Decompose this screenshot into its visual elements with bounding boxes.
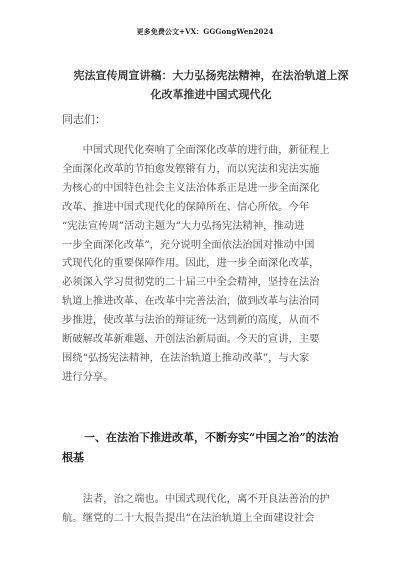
section-heading (62, 428, 352, 468)
paragraph-line: 进行分享。 (62, 370, 114, 383)
paragraph-line: 为核心的中国特色社会主义法治体系正是进一步全面深化 (62, 181, 320, 194)
paragraph-line: 步推进，使改革与法治的辩证统一达到新的高度，从而不 (62, 314, 320, 327)
paragraph-line: 中国式现代化奏响了全面深化改革的进行曲，新征程上 (62, 144, 330, 156)
title-line: 化改革推进中国式现代化 (150, 88, 272, 101)
heading-line: 一、在法治下推进改革，不断夯实“中国之治”的法治 (62, 431, 339, 444)
paragraph-section-one (62, 490, 346, 528)
paragraph-line: 必须深入学习贯彻党的二十届三中全会精神，坚持在法治 (62, 276, 320, 289)
document-title (68, 66, 354, 104)
paragraph-line: 围绕“弘扬宪法精神，在法治轨道上推动改革”，与大家 (62, 351, 310, 364)
paragraph-line: 轨道上推进改革、在改革中完善法治，做到改革与法治同 (62, 295, 320, 308)
paragraph-line: 改革、推进中国式现代化的保障所在、信心所依。今年 (62, 200, 310, 213)
salutation: 同志们： (62, 113, 106, 126)
paragraph-line: “宪法宣传周”活动主题为“大力弘扬宪法精神，推动进 (62, 219, 305, 232)
header-note: 更多免费公文+VX：GGGongWen2024 (136, 27, 274, 36)
paragraph-line: 航。继党的二十大报告提出“在法治轨道上全面建设社会 (62, 511, 315, 524)
heading-line: 根基 (62, 451, 84, 464)
paragraph-line: 法者，治之端也。中国式现代化，离不开良法善治的护 (62, 493, 330, 505)
paragraph-line: 式现代化的重要保障作用。因此，进一步全面深化改革， (62, 257, 320, 270)
paragraph-line: 全面深化改革的节拍愈发铿锵有力，而以宪法和宪法实施 (62, 162, 320, 175)
paragraph-intro (62, 141, 346, 387)
paragraph-line: 一步全面深化改革”，充分说明全面依法治国对推动中国 (62, 238, 315, 251)
title-line: 宪法宣传周宣讲稿：大力弘扬宪法精神，在法治轨道上深 (73, 69, 349, 82)
paragraph-line: 断破解改革新难题、开创法治新局面。今天的宣讲，主要 (62, 333, 320, 346)
